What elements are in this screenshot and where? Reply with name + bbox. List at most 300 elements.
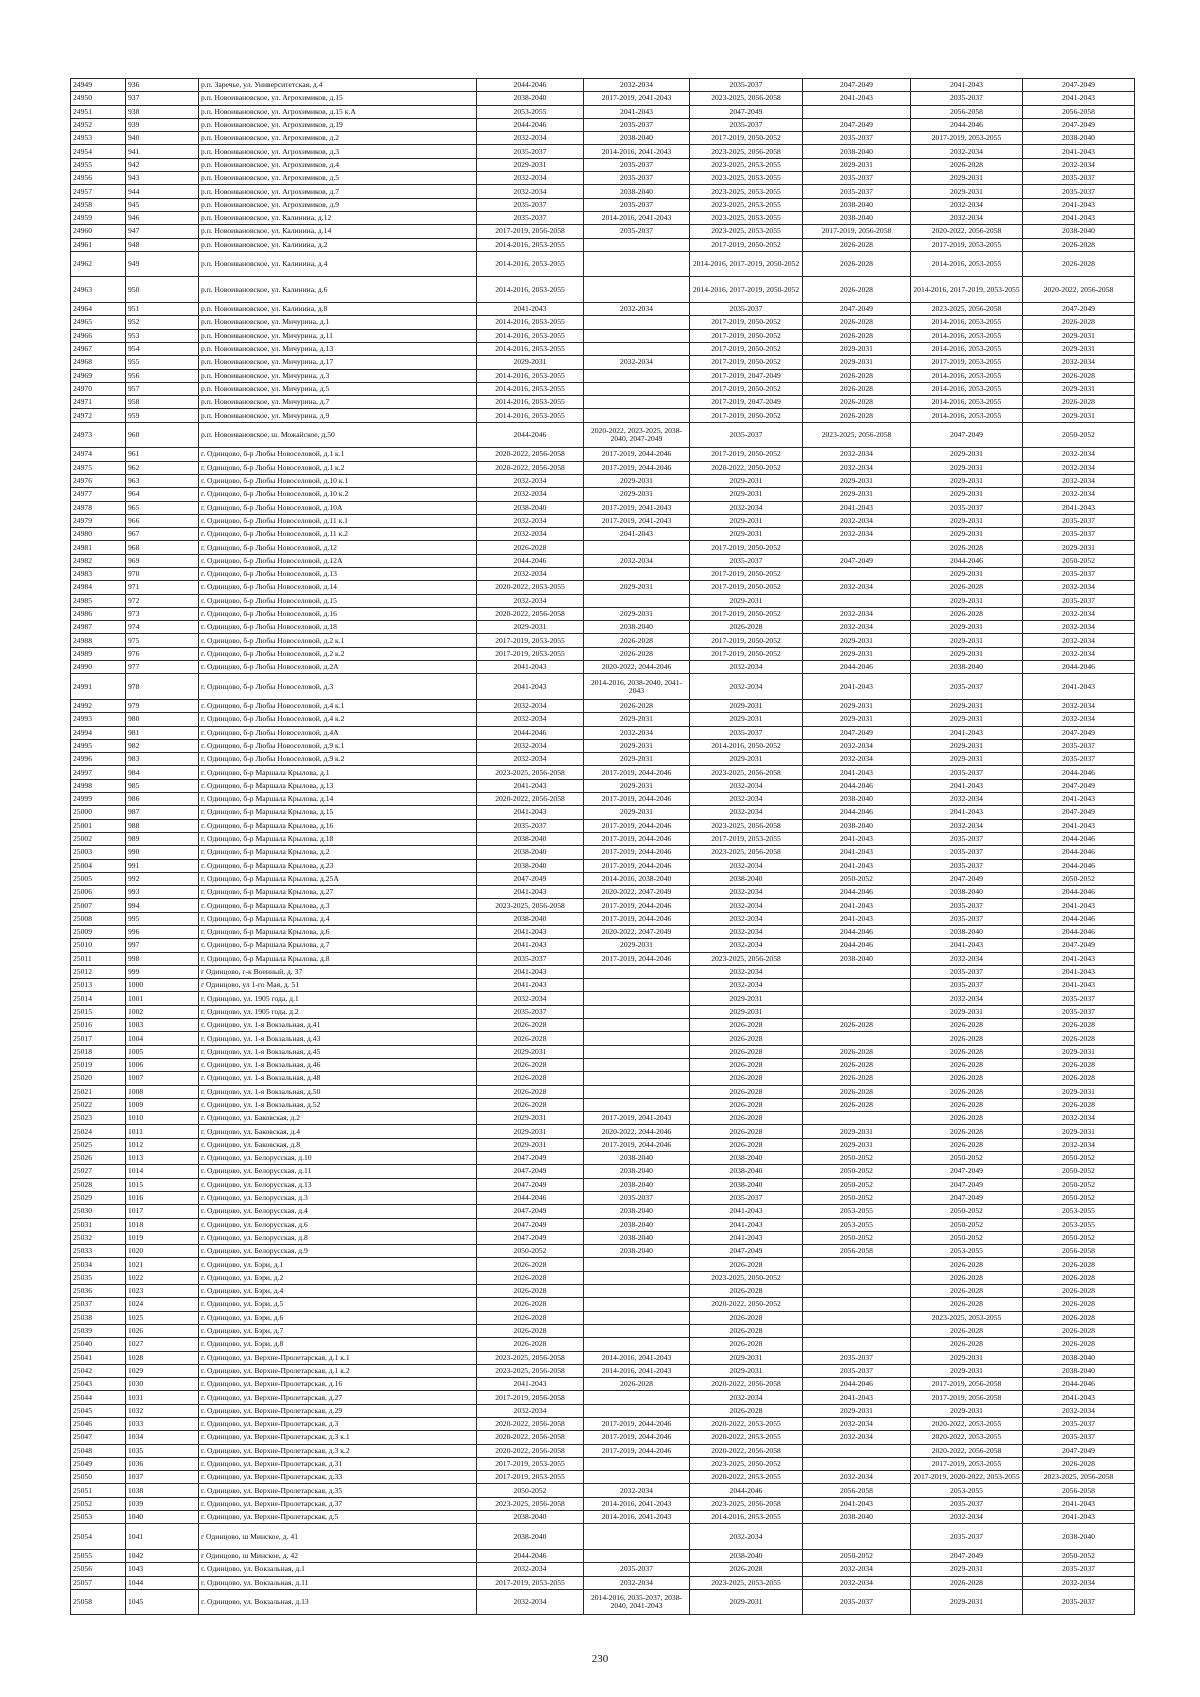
period-cell-3: 2017-2019, 2050-2052 <box>690 607 803 620</box>
period-cell-5: 2056-2058 <box>911 105 1023 118</box>
period-cell-4: 2041-2043 <box>803 1497 911 1510</box>
period-cell-1: 2041-2043 <box>477 965 584 978</box>
item-number-cell: 970 <box>126 567 199 580</box>
period-cell-3: 2029-2031 <box>690 1005 803 1018</box>
period-cell-5: 2029-2031 <box>911 621 1023 634</box>
table-row <box>71 939 1135 952</box>
period-cell-6: 2041-2043 <box>1023 674 1135 700</box>
period-cell-3: 2020-2022, 2050-2052 <box>690 461 803 474</box>
period-cell-4: 2026-2028 <box>803 382 911 395</box>
period-cell-1: 2020-2022, 2056-2058 <box>477 1417 584 1430</box>
address-cell: г. Одинцово, ул. Бэри, д.4 <box>199 1285 477 1298</box>
period-cell-1: 2029-2031 <box>477 621 584 634</box>
period-cell-1: 2026-2028 <box>477 1338 584 1351</box>
period-cell-4: 2041-2043 <box>803 859 911 872</box>
period-cell-4: 2050-2052 <box>803 1549 911 1562</box>
period-cell-6: 2035-2037 <box>1023 1005 1135 1018</box>
address-cell: г Одинцово, ш Минское, д. 41 <box>199 1524 477 1550</box>
table-row <box>71 1391 1135 1404</box>
table-row <box>71 886 1135 899</box>
address-cell: р.п. Новоивановское, ул. Калинина, д.6 <box>199 277 477 303</box>
address-cell: г. Одинцово, б-р Маршала Крылова, д.6 <box>199 926 477 939</box>
table-row <box>71 634 1135 647</box>
period-cell-2: 2032-2034 <box>584 79 690 92</box>
row-index-cell: 25027 <box>71 1165 126 1178</box>
item-number-cell: 990 <box>126 846 199 859</box>
period-cell-5: 2041-2043 <box>911 779 1023 792</box>
period-cell-6: 2032-2034 <box>1023 699 1135 712</box>
table-row <box>71 1032 1135 1045</box>
period-cell-3: 2047-2049 <box>690 1245 803 1258</box>
period-cell-1: 2032-2034 <box>477 1563 584 1576</box>
period-cell-5: 2029-2031 <box>911 474 1023 487</box>
item-number-cell: 1041 <box>126 1524 199 1550</box>
period-cell-6: 2041-2043 <box>1023 1391 1135 1404</box>
period-cell-4: 2047-2049 <box>803 118 911 131</box>
item-number-cell: 953 <box>126 329 199 342</box>
item-number-cell: 942 <box>126 158 199 171</box>
row-index-cell: 25014 <box>71 992 126 1005</box>
item-number-cell: 945 <box>126 198 199 211</box>
period-cell-1: 2014-2016, 2053-2055 <box>477 329 584 342</box>
period-cell-6: 2044-2046 <box>1023 766 1135 779</box>
table-row <box>71 1165 1135 1178</box>
period-cell-1: 2041-2043 <box>477 979 584 992</box>
period-cell-3: 2023-2025, 2056-2058 <box>690 846 803 859</box>
item-number-cell: 987 <box>126 806 199 819</box>
period-cell-5: 2014-2016, 2053-2055 <box>911 396 1023 409</box>
address-cell: г. Одинцово, ул. Верхне-Пролетарская, д.5 <box>199 1511 477 1524</box>
row-index-cell: 24984 <box>71 581 126 594</box>
period-cell-3: 2014-2016, 2017-2019, 2050-2052 <box>690 277 803 303</box>
address-cell: г. Одинцово, б-р Любы Новоселовой, д.10А <box>199 501 477 514</box>
period-cell-4: 2032-2034 <box>803 607 911 620</box>
period-cell-2 <box>584 1524 690 1550</box>
period-cell-4: 2035-2037 <box>803 1589 911 1615</box>
item-number-cell: 983 <box>126 753 199 766</box>
item-number-cell: 966 <box>126 514 199 527</box>
row-index-cell: 24950 <box>71 92 126 105</box>
period-cell-6: 2032-2034 <box>1023 488 1135 501</box>
period-cell-4: 2029-2031 <box>803 356 911 369</box>
period-cell-4: 2017-2019, 2056-2058 <box>803 225 911 238</box>
period-cell-3: 2020-2022, 2053-2055 <box>690 1431 803 1444</box>
period-cell-6: 2029-2031 <box>1023 1125 1135 1138</box>
table-row <box>71 211 1135 224</box>
period-cell-5: 2029-2031 <box>911 172 1023 185</box>
period-cell-1: 2020-2022, 2056-2058 <box>477 461 584 474</box>
period-cell-6: 2032-2034 <box>1023 713 1135 726</box>
period-cell-6: 2035-2037 <box>1023 1431 1135 1444</box>
period-cell-4: 2044-2046 <box>803 806 911 819</box>
period-cell-3: 2023-2025, 2053-2055 <box>690 198 803 211</box>
address-cell: г. Одинцово, ул. Белорусская, д.6 <box>199 1218 477 1231</box>
period-cell-2: 2035-2037 <box>584 225 690 238</box>
period-cell-4: 2029-2031 <box>803 474 911 487</box>
period-cell-5: 2029-2031 <box>911 1364 1023 1377</box>
period-cell-4: 2038-2040 <box>803 1511 911 1524</box>
row-index-cell: 25030 <box>71 1205 126 1218</box>
period-cell-5: 2026-2028 <box>911 1338 1023 1351</box>
address-cell: г. Одинцово, б-р Маршала Крылова, д.25А <box>199 872 477 885</box>
item-number-cell: 1011 <box>126 1125 199 1138</box>
period-cell-4: 2035-2037 <box>803 132 911 145</box>
item-number-cell: 958 <box>126 396 199 409</box>
period-cell-6: 2041-2043 <box>1023 1497 1135 1510</box>
period-cell-3: 2023-2025, 2056-2058 <box>690 952 803 965</box>
item-number-cell: 1035 <box>126 1444 199 1457</box>
period-cell-5: 2035-2037 <box>911 92 1023 105</box>
period-cell-6: 2035-2037 <box>1023 514 1135 527</box>
period-cell-4: 2026-2028 <box>803 409 911 422</box>
period-cell-5: 2026-2028 <box>911 541 1023 554</box>
period-cell-5: 2032-2034 <box>911 952 1023 965</box>
row-index-cell: 25024 <box>71 1125 126 1138</box>
period-cell-3: 2017-2019, 2050-2052 <box>690 316 803 329</box>
period-cell-6: 2047-2049 <box>1023 303 1135 316</box>
period-cell-3: 2029-2031 <box>690 528 803 541</box>
period-cell-3: 2029-2031 <box>690 594 803 607</box>
period-cell-2: 2017-2019, 2044-2046 <box>584 952 690 965</box>
period-cell-2 <box>584 329 690 342</box>
item-number-cell: 941 <box>126 145 199 158</box>
period-cell-6: 2035-2037 <box>1023 172 1135 185</box>
period-cell-3: 2029-2031 <box>690 992 803 1005</box>
period-cell-4: 2026-2028 <box>803 1058 911 1071</box>
period-cell-2: 2017-2019, 2044-2046 <box>584 1138 690 1151</box>
row-index-cell: 25008 <box>71 912 126 925</box>
period-cell-3: 2029-2031 <box>690 474 803 487</box>
period-cell-5: 2026-2028 <box>911 1285 1023 1298</box>
period-cell-6: 2026-2028 <box>1023 1032 1135 1045</box>
item-number-cell: 984 <box>126 766 199 779</box>
period-cell-5: 2047-2049 <box>911 422 1023 448</box>
period-cell-5: 2053-2055 <box>911 1245 1023 1258</box>
period-cell-3: 2032-2034 <box>690 939 803 952</box>
address-cell: г. Одинцово, ул. Вокзальная, д.13 <box>199 1589 477 1615</box>
period-cell-3: 2017-2019, 2050-2052 <box>690 448 803 461</box>
table-row <box>71 356 1135 369</box>
period-cell-2: 2017-2019, 2044-2046 <box>584 846 690 859</box>
period-cell-5: 2032-2034 <box>911 992 1023 1005</box>
period-cell-1: 2032-2034 <box>477 474 584 487</box>
item-number-cell: 943 <box>126 172 199 185</box>
period-cell-4: 2029-2031 <box>803 699 911 712</box>
period-cell-4: 2032-2034 <box>803 739 911 752</box>
period-cell-3: 2023-2025, 2056-2058 <box>690 1497 803 1510</box>
address-cell: р.п. Новоивановское, ул. Калинина, д.14 <box>199 225 477 238</box>
period-cell-6: 2032-2034 <box>1023 647 1135 660</box>
period-cell-6: 2041-2043 <box>1023 952 1135 965</box>
period-cell-5: 2029-2031 <box>911 514 1023 527</box>
item-number-cell: 963 <box>126 474 199 487</box>
period-cell-5: 2029-2031 <box>911 1404 1023 1417</box>
period-cell-6: 2035-2037 <box>1023 567 1135 580</box>
period-cell-5: 2029-2031 <box>911 753 1023 766</box>
period-cell-1: 2035-2037 <box>477 1005 584 1018</box>
period-cell-4: 2032-2034 <box>803 448 911 461</box>
period-cell-6: 2026-2028 <box>1023 238 1135 251</box>
item-number-cell: 972 <box>126 594 199 607</box>
period-cell-1: 2041-2043 <box>477 1378 584 1391</box>
table-row <box>71 766 1135 779</box>
period-cell-5: 2026-2028 <box>911 1258 1023 1271</box>
period-cell-1: 2014-2016, 2053-2055 <box>477 316 584 329</box>
period-cell-5: 2041-2043 <box>911 939 1023 952</box>
item-number-cell: 1009 <box>126 1098 199 1111</box>
row-index-cell: 24958 <box>71 198 126 211</box>
period-cell-2: 2014-2016, 2038-2040 <box>584 872 690 885</box>
table-row <box>71 726 1135 739</box>
row-index-cell: 25016 <box>71 1019 126 1032</box>
period-cell-1: 2026-2028 <box>477 1258 584 1271</box>
period-cell-1: 2035-2037 <box>477 198 584 211</box>
table-row <box>71 1005 1135 1018</box>
period-cell-3: 2026-2028 <box>690 1058 803 1071</box>
period-cell-4: 2041-2043 <box>803 92 911 105</box>
period-cell-3: 2035-2037 <box>690 79 803 92</box>
item-number-cell: 1026 <box>126 1324 199 1337</box>
period-cell-3: 2038-2040 <box>690 1549 803 1562</box>
address-cell: г. Одинцово, ул. Баковская, д.8 <box>199 1138 477 1151</box>
item-number-cell: 1012 <box>126 1138 199 1151</box>
table-row <box>71 952 1135 965</box>
period-cell-6: 2032-2034 <box>1023 1404 1135 1417</box>
item-number-cell: 1008 <box>126 1085 199 1098</box>
period-cell-6: 2041-2043 <box>1023 92 1135 105</box>
period-cell-6: 2026-2028 <box>1023 369 1135 382</box>
item-number-cell: 1001 <box>126 992 199 1005</box>
row-index-cell: 25031 <box>71 1218 126 1231</box>
period-cell-1: 2032-2034 <box>477 528 584 541</box>
address-cell: г. Одинцово, б-р Любы Новоселовой, д.1 к.1 <box>199 448 477 461</box>
period-cell-1: 2020-2022, 2056-2058 <box>477 793 584 806</box>
period-cell-5: 2020-2022, 2056-2058 <box>911 225 1023 238</box>
item-number-cell: 975 <box>126 634 199 647</box>
table-row <box>71 1112 1135 1125</box>
item-number-cell: 978 <box>126 674 199 700</box>
item-number-cell: 944 <box>126 185 199 198</box>
table-row <box>71 674 1135 700</box>
item-number-cell: 965 <box>126 501 199 514</box>
table-row <box>71 926 1135 939</box>
period-cell-6: 2032-2034 <box>1023 474 1135 487</box>
period-cell-4: 2050-2052 <box>803 1152 911 1165</box>
item-number-cell: 997 <box>126 939 199 952</box>
period-cell-1: 2017-2019, 2056-2058 <box>477 1391 584 1404</box>
table-row <box>71 567 1135 580</box>
period-cell-4: 2032-2034 <box>803 1431 911 1444</box>
period-cell-2 <box>584 1471 690 1484</box>
period-cell-6: 2050-2052 <box>1023 554 1135 567</box>
period-cell-1: 2041-2043 <box>477 806 584 819</box>
period-cell-1: 2047-2049 <box>477 1205 584 1218</box>
item-number-cell: 993 <box>126 886 199 899</box>
table-row <box>71 1231 1135 1244</box>
address-cell: г. Одинцово, б-р Маршала Крылова, д.13 <box>199 779 477 792</box>
period-cell-6: 2029-2031 <box>1023 329 1135 342</box>
period-cell-4: 2041-2043 <box>803 912 911 925</box>
row-index-cell: 25009 <box>71 926 126 939</box>
address-cell: р.п. Новоивановское, ул. Агрохимиков, д.15 <box>199 92 477 105</box>
row-index-cell: 25033 <box>71 1245 126 1258</box>
period-cell-2: 2014-2016, 2041-2043 <box>584 1364 690 1377</box>
item-number-cell: 1045 <box>126 1589 199 1615</box>
period-cell-6: 2035-2037 <box>1023 739 1135 752</box>
item-number-cell: 957 <box>126 382 199 395</box>
period-cell-3: 2029-2031 <box>690 753 803 766</box>
period-cell-6: 2032-2034 <box>1023 634 1135 647</box>
period-cell-2: 2014-2016, 2038-2040, 2041-2043 <box>584 674 690 700</box>
row-index-cell: 24960 <box>71 225 126 238</box>
period-cell-2 <box>584 567 690 580</box>
address-cell: р.п. Новоивановское, ул. Агрохимиков, д.15 к.А <box>199 105 477 118</box>
table-row <box>71 1589 1135 1615</box>
address-cell: г. Одинцово, б-р Маршала Крылова, д.2 <box>199 846 477 859</box>
period-cell-1: 2014-2016, 2053-2055 <box>477 382 584 395</box>
period-cell-1: 2035-2037 <box>477 145 584 158</box>
item-number-cell: 1021 <box>126 1258 199 1271</box>
period-cell-6: 2044-2046 <box>1023 912 1135 925</box>
period-cell-4: 2032-2034 <box>803 621 911 634</box>
period-cell-6: 2026-2028 <box>1023 251 1135 277</box>
row-index-cell: 25049 <box>71 1457 126 1470</box>
period-cell-2: 2038-2040 <box>584 1205 690 1218</box>
period-cell-4: 2032-2034 <box>803 753 911 766</box>
period-cell-3: 2026-2028 <box>690 1324 803 1337</box>
item-number-cell: 962 <box>126 461 199 474</box>
period-cell-1: 2032-2034 <box>477 739 584 752</box>
period-cell-5: 2026-2028 <box>911 1032 1023 1045</box>
item-number-cell: 1032 <box>126 1404 199 1417</box>
item-number-cell: 986 <box>126 793 199 806</box>
row-index-cell: 24995 <box>71 739 126 752</box>
period-cell-4: 2026-2028 <box>803 396 911 409</box>
table-row <box>71 1484 1135 1497</box>
period-cell-4 <box>803 541 911 554</box>
item-number-cell: 985 <box>126 779 199 792</box>
period-cell-4: 2038-2040 <box>803 145 911 158</box>
period-cell-5: 2026-2028 <box>911 1125 1023 1138</box>
table-row <box>71 1338 1135 1351</box>
table-row <box>71 846 1135 859</box>
period-cell-2: 2038-2040 <box>584 132 690 145</box>
period-cell-1: 2014-2016, 2053-2055 <box>477 396 584 409</box>
period-cell-5: 2035-2037 <box>911 859 1023 872</box>
period-cell-6: 2047-2049 <box>1023 939 1135 952</box>
row-index-cell: 24971 <box>71 396 126 409</box>
item-number-cell: 1042 <box>126 1549 199 1562</box>
item-number-cell: 936 <box>126 79 199 92</box>
period-cell-3: 2032-2034 <box>690 661 803 674</box>
table-row <box>71 1125 1135 1138</box>
period-cell-2: 2035-2037 <box>584 172 690 185</box>
period-cell-6: 2035-2037 <box>1023 1563 1135 1576</box>
address-cell: г. Одинцово, ул. Бэри, д.6 <box>199 1311 477 1324</box>
period-cell-3: 2023-2025, 2056-2058 <box>690 145 803 158</box>
item-number-cell: 996 <box>126 926 199 939</box>
item-number-cell: 1030 <box>126 1378 199 1391</box>
table-row <box>71 1364 1135 1377</box>
item-number-cell: 1038 <box>126 1484 199 1497</box>
period-cell-1: 2026-2028 <box>477 1085 584 1098</box>
period-cell-5: 2014-2016, 2053-2055 <box>911 316 1023 329</box>
period-cell-1: 2035-2037 <box>477 211 584 224</box>
period-cell-3: 2023-2025, 2053-2055 <box>690 172 803 185</box>
period-cell-1: 2017-2019, 2053-2055 <box>477 634 584 647</box>
period-cell-6: 2047-2049 <box>1023 1444 1135 1457</box>
item-number-cell: 980 <box>126 713 199 726</box>
item-number-cell: 976 <box>126 647 199 660</box>
period-cell-6: 2041-2043 <box>1023 979 1135 992</box>
period-cell-1: 2032-2034 <box>477 992 584 1005</box>
period-cell-5: 2020-2022, 2053-2055 <box>911 1431 1023 1444</box>
table-row <box>71 1285 1135 1298</box>
period-cell-3: 2026-2028 <box>690 1112 803 1125</box>
period-cell-2: 2017-2019, 2044-2046 <box>584 819 690 832</box>
period-cell-1: 2020-2022, 2056-2058 <box>477 1431 584 1444</box>
period-cell-6: 2023-2025, 2056-2058 <box>1023 1471 1135 1484</box>
period-cell-3: 2047-2049 <box>690 105 803 118</box>
row-index-cell: 25041 <box>71 1351 126 1364</box>
period-cell-6: 2032-2034 <box>1023 621 1135 634</box>
period-cell-6: 2044-2046 <box>1023 859 1135 872</box>
row-index-cell: 24994 <box>71 726 126 739</box>
period-cell-4 <box>803 965 911 978</box>
table-row <box>71 1245 1135 1258</box>
address-cell: р.п. Новоивановское, ул. Мичурина, д.13 <box>199 342 477 355</box>
period-cell-4: 2050-2052 <box>803 1191 911 1204</box>
period-cell-5: 2017-2019, 2053-2055 <box>911 238 1023 251</box>
table-row <box>71 461 1135 474</box>
address-cell: г. Одинцово, ул. 1-я Вокзальная, д.43 <box>199 1032 477 1045</box>
period-cell-6: 2047-2049 <box>1023 118 1135 131</box>
period-cell-4 <box>803 1457 911 1470</box>
period-cell-4: 2029-2031 <box>803 647 911 660</box>
period-cell-4: 2044-2046 <box>803 779 911 792</box>
period-cell-2: 2035-2037 <box>584 1563 690 1576</box>
period-cell-6: 2050-2052 <box>1023 1178 1135 1191</box>
document-page <box>70 78 1134 1615</box>
address-cell: р.п. Новоивановское, ул. Агрохимиков, д.9 <box>199 198 477 211</box>
table-row <box>71 832 1135 845</box>
table-row <box>71 1549 1135 1562</box>
address-cell: г. Одинцово, б-р Любы Новоселовой, д.13 <box>199 567 477 580</box>
period-cell-3: 2032-2034 <box>690 926 803 939</box>
row-index-cell: 25007 <box>71 899 126 912</box>
period-cell-5: 2029-2031 <box>911 713 1023 726</box>
row-index-cell: 25044 <box>71 1391 126 1404</box>
address-cell: г. Одинцово, ул. Верхне-Пролетарская, д.29 <box>199 1404 477 1417</box>
period-cell-3: 2035-2037 <box>690 554 803 567</box>
table-row <box>71 238 1135 251</box>
period-cell-2: 2014-2016, 2035-2037, 2038-2040, 2041-2043 <box>584 1589 690 1615</box>
period-cell-4: 2029-2031 <box>803 342 911 355</box>
table-row <box>71 1191 1135 1204</box>
period-cell-6: 2047-2049 <box>1023 806 1135 819</box>
period-cell-6: 2032-2034 <box>1023 356 1135 369</box>
period-cell-5: 2029-2031 <box>911 567 1023 580</box>
period-cell-5: 2044-2046 <box>911 118 1023 131</box>
period-cell-1: 2026-2028 <box>477 1072 584 1085</box>
address-cell: г. Одинцово, б-р Любы Новоселовой, д.16 <box>199 607 477 620</box>
period-cell-5: 2029-2031 <box>911 594 1023 607</box>
table-row <box>71 409 1135 422</box>
period-cell-1: 2044-2046 <box>477 726 584 739</box>
row-index-cell: 24963 <box>71 277 126 303</box>
table-row <box>71 1258 1135 1271</box>
table-row <box>71 316 1135 329</box>
